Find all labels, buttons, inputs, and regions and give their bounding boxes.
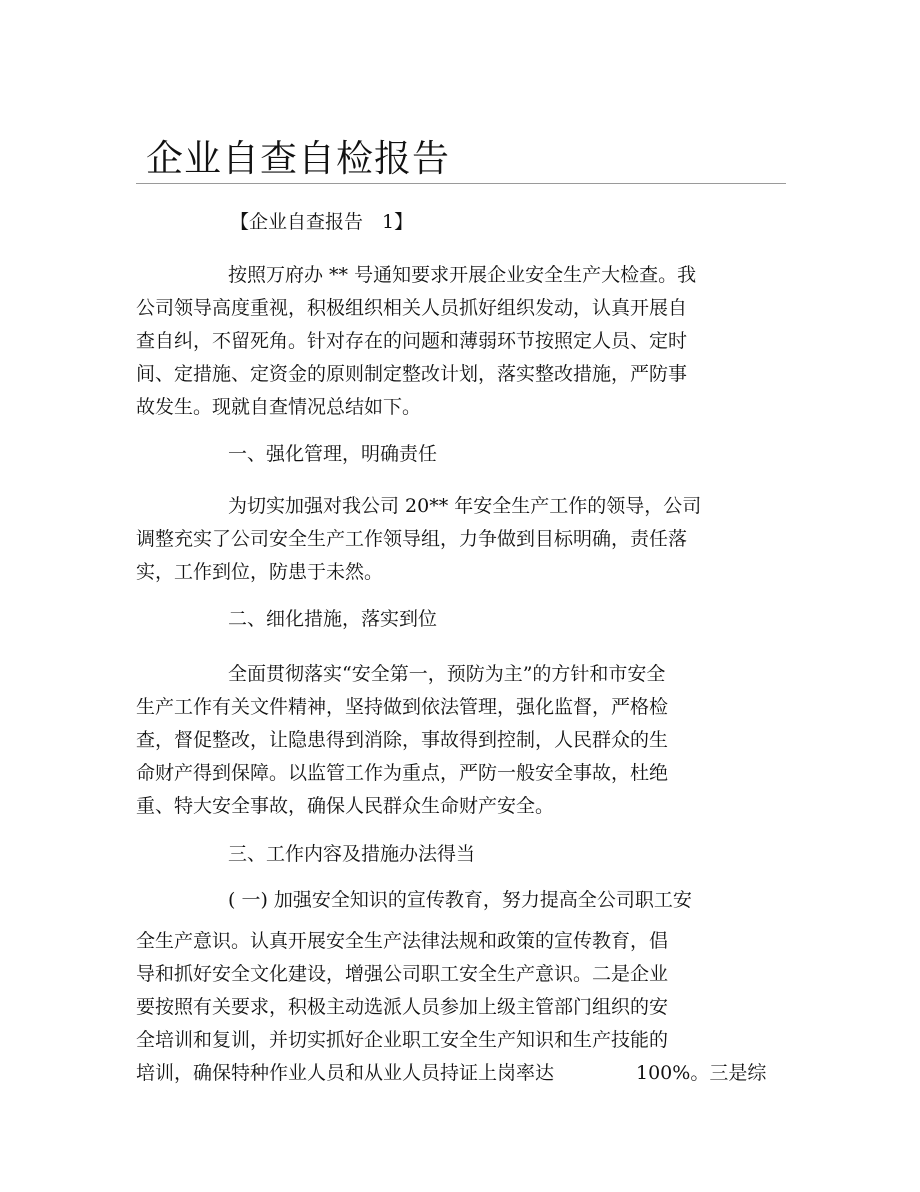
subsection-heading-1: ( 一) 加强安全知识的宣传教育，努力提高全公司职工安 <box>228 889 692 911</box>
paragraph-line: 间、定措施、定资金的原则制定整改计划，落实整改措施，严防事 <box>136 363 688 385</box>
section1-paragraph <box>136 490 701 589</box>
section-heading-3: 三、工作内容及措施办法得当 <box>228 843 476 865</box>
paragraph-line: 生产工作有关文件精神，坚持做到依法管理，强化监督，严格检 <box>136 696 669 718</box>
paragraph-line: 要按照有关要求，积极主动选派人员参加上级主管部门组织的安 <box>136 996 669 1018</box>
paragraph-line: 全面贯彻落实“安全第一，预防为主”的方针和市安全 <box>228 663 666 685</box>
paragraph-line: 培训，确保特种作业人员和从业人员持证上岗率达 <box>136 1062 555 1084</box>
paragraph-line: 查，督促整改，让隐患得到消除，事故得到控制，人民群众的生 <box>136 729 669 751</box>
paragraph-line: 按照万府办 ** 号通知要求开展企业安全生产大检查。我 <box>228 264 697 286</box>
paragraph-line: 公司领导高度重视，积极组织相关人员抓好组织发动，认真开展自 <box>136 297 688 319</box>
paragraph-line: 导和抓好安全文化建设，增强公司职工安全生产意识。二是企业 <box>136 963 669 985</box>
intro-paragraph <box>136 259 696 424</box>
paragraph-line: 实，工作到位，防患于未然。 <box>136 561 384 583</box>
paragraph-line: 故发生。现就自查情况总结如下。 <box>136 396 422 418</box>
document-title: 企业自查自检报告 <box>146 137 450 180</box>
paragraph-line: 查自纠，不留死角。针对存在的问题和薄弱环节按照定人员、定时 <box>136 330 688 352</box>
paragraph-line: 调整充实了公司安全生产工作领导组，力争做到目标明确，责任落 <box>136 528 688 550</box>
paragraph-line: 重、特大安全事故，确保人民群众生命财产安全。 <box>136 795 555 817</box>
paragraph-line: 全生产意识。认真开展安全生产法律法规和政策的宣传教育，倡 <box>136 930 669 952</box>
title-divider <box>136 183 786 184</box>
section-heading-1: 一、强化管理，明确责任 <box>228 443 438 465</box>
paragraph-line-tail: 100%。三是综 <box>636 1062 767 1084</box>
section-heading-2: 二、细化措施，落实到位 <box>228 608 438 630</box>
paragraph-line: 命财产得到保障。以监管工作为重点，严防一般安全事故，杜绝 <box>136 762 669 784</box>
paragraph-line: 为切实加强对我公司 20** 年安全生产工作的领导，公司 <box>228 495 702 517</box>
section3-paragraph <box>136 925 668 1090</box>
paragraph-line: 全培训和复训，并切实抓好企业职工安全生产知识和生产技能的 <box>136 1029 669 1051</box>
report-subtitle: 【企业自查报告 1】 <box>230 211 414 233</box>
section2-paragraph <box>136 658 668 823</box>
